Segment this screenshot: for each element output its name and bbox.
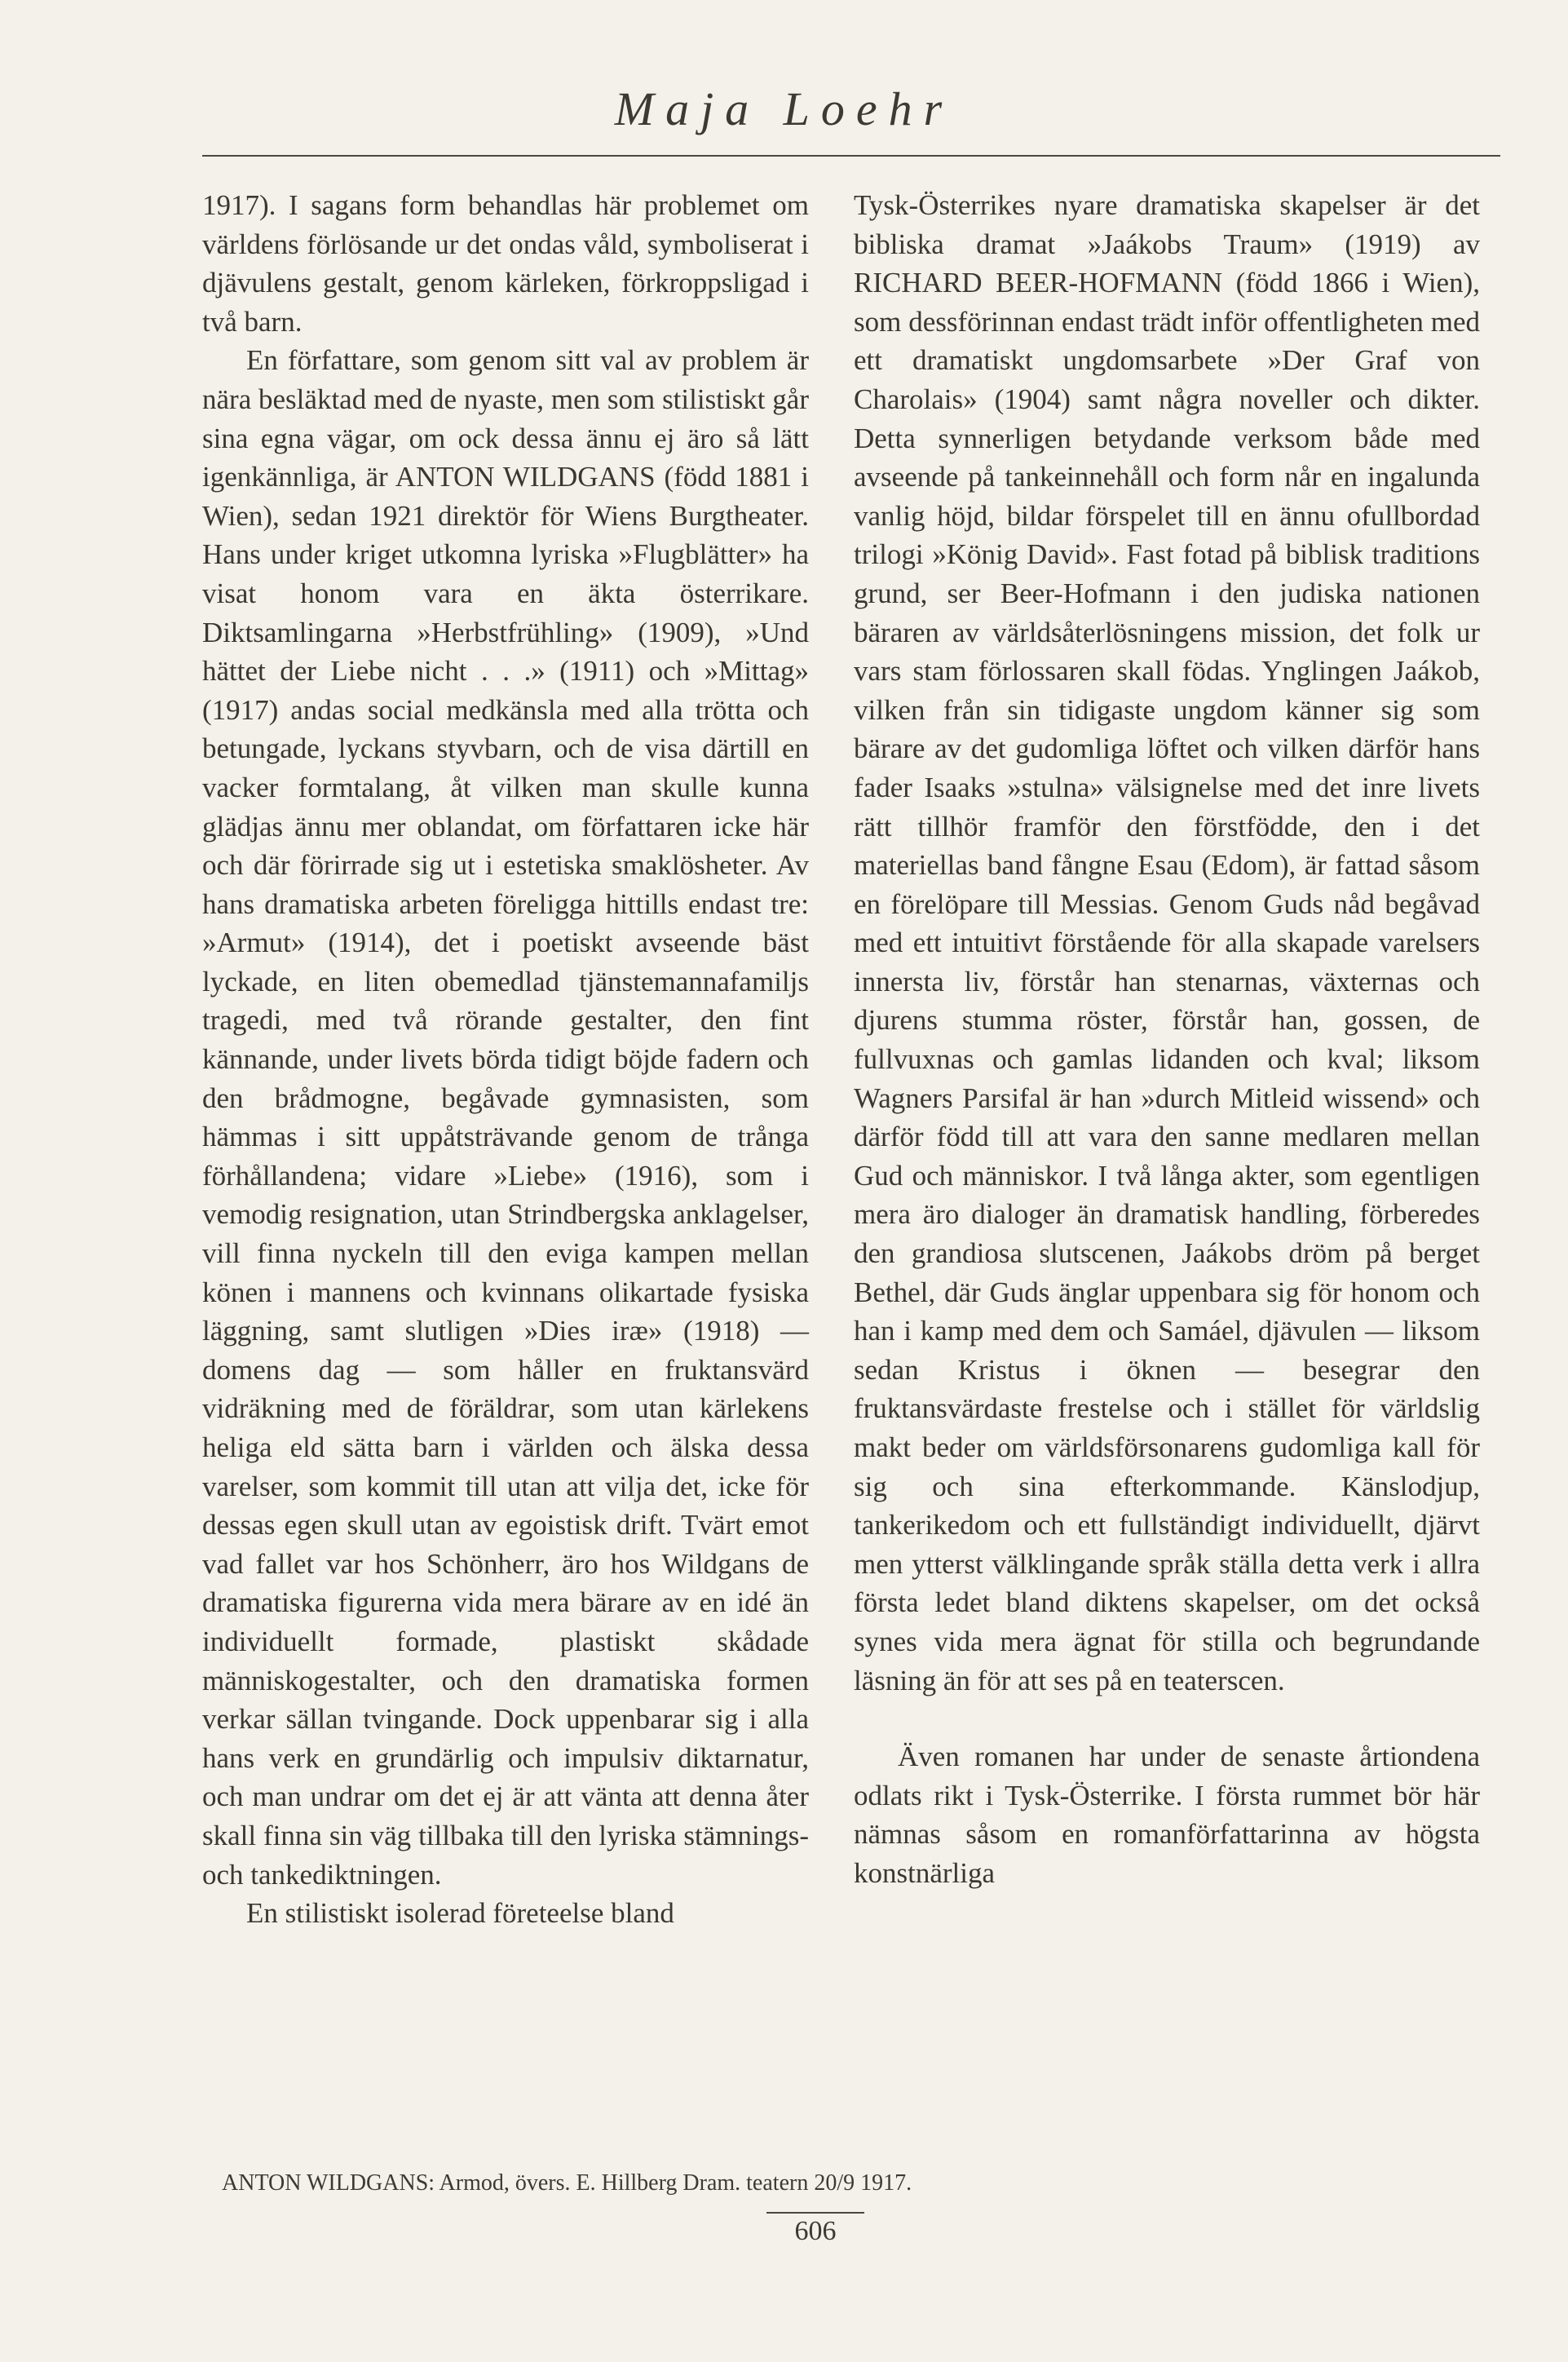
paragraph: 1917). I sagans form behandlas här problemet om världens förlösande ur det ondas våld, symboliserat i djävulens gestalt, genom kärleken, förkroppsligad i två barn. [202, 189, 809, 338]
paragraph: En författare, som genom sitt val av problem är nära besläktad med de nyaste, men som stilistiskt går sina egna vägar, om ock dessa ännu ej äro så lätt igenkännliga, är ANTON WILDGANS (född 1881 i Wien), sedan 1921 direktör för Wiens Burgtheater. Hans under kriget utkomna lyriska »Flugblätter» ha visat honom vara en äkta österrikare. Diktsamlingarna »Herbstfrühling» (1909), »Und hättet der Liebe nicht . . .» (1911) och »Mittag» (1917) andas social medkänsla med alla trötta och betungade, lyckans styvbarn, och de visa därtill en vacker formtalang, åt vilken man skulle kunna glädjas ännu mer oblandat, om författaren icke här och där förirrade sig ut i estetiska smaklösheter. Av hans dramatiska arbeten föreligga hittills endast tre: »Armut» (1914), det i poetiskt avseende bäst lyckade, en liten obemedlad tjänstemannafamiljs tragedi, med två rörande gestalter, den fint kännande, under livets börda tidigt böjde fadern och den brådmogne, begåvade gymnasisten, som hämmas i sitt uppåtsträvande genom de trånga förhållandena; vidare »Liebe» (1916), som i vemodig resignation, utan Strindbergska anklagelser, vill finna nyckeln till den eviga kampen mellan könen i mannens och kvinnans olikartade fysiska läggning, samt slutligen »Dies iræ» (1918) — domens dag — som håller en fruktansvärd vidräkning med de föräldrar, som utan kärlekens heliga eld sätta barn i världen och älska dessa varelser, som kommit till utan att vilja det, icke för dessas egen skull utan av egoistisk drift. Tvärt emot vad fallet var hos Schönherr, äro hos Wildgans de dramatiska figurerna vida mera bärare av en idé än individuellt formade, plastiskt skådade människogestalter, och den dramatiska formen verkar sällan tvingande. Dock uppenbarar sig i alla hans verk en grundärlig och impulsiv diktarnatur, och man undrar om det ej är att vänta att denna åter skall finna sin väg tillbaka till den lyriska stämnings- och tankediktningen. [202, 344, 809, 1891]
paragraph: En stilistiskt isolerad företeelse bland [246, 1897, 674, 1930]
footnote: ANTON WILDGANS: Armod, övers. E. Hillberg Dram. teatern 20/9 1917. [222, 2170, 912, 2196]
header-rule [202, 155, 1500, 157]
left-column [202, 186, 809, 1933]
running-head: Maja Loehr [614, 82, 954, 135]
paragraph: Tysk-Österrikes nyare dramatiska skapelser är det bibliska dramat »Jaákobs Traum» (1919) av RICHARD BEER-HOFMANN (född 1866 i Wien), som dessförinnan endast trädt inför offentligheten med ett dramatiskt ungdomsarbete »Der Graf von Charolais» (1904) samt några noveller och dikter. Detta synnerligen betydande verksom både med avseende på tankeinnehåll och form når en ingalunda vanlig höjd, bildar förspelet till en ännu ofullbordad trilogi »König David». Fast fotad på biblisk traditions grund, ser Beer-Hofmann i den judiska nationen bäraren av världsåterlösningens mission, det folk ur vars stam förlossaren skall födas. Ynglingen Jaákob, vilken från sin tidigaste ungdom känner sig som bärare av det gudomliga löftet och vilken därför hans fader Isaaks »stulna» välsignelse med det inre livets rätt tillhör framför den förstfödde, den i det materiellas band fångne Esau (Edom), är fattad såsom en förelöpare till Messias. Genom Guds nåd begåvad med ett intuitivt förstående för alla skapade varelsers innersta liv, förstår han stenarnas, växternas och djurens stumma röster, förstår han, gossen, de fullvuxnas och gamlas lidanden och kval; liksom Wagners Parsifal är han »durch Mitleid wissend» och därför född till att vara den sanne medlaren mellan Gud och människor. I två långa akter, som egentligen mera äro dialoger än dramatisk handling, förberedes den grandiosa slutscenen, Jaákobs dröm på berget Bethel, där Guds änglar uppenbara sig för honom och han i kamp med dem och Samáel, djävulen — liksom sedan Kristus i öknen — besegrar den fruktansvärdaste frestelse och i stället för världslig makt beder om världsförsonarens gudomliga kall för sig och sina efterkommande. Känslodjup, tankerikedom och ett fullständigt individuellt, djärvt men ytterst välklingande språk ställa detta verk i allra första ledet bland diktens skapelser, om det också synes vida mera ägnat för stilla och begrundande läsning än för att ses på en teaterscen. [854, 189, 1480, 1696]
right-column [854, 186, 1480, 1893]
paragraph: Även romanen har under de senaste årtiondena odlats rikt i Tysk-Österrike. I första rummet bör här nämnas såsom en romanförfattarinna av högsta konstnärliga [854, 1741, 1480, 1889]
page-number-rule [766, 2212, 864, 2214]
page-number: 606 [794, 2216, 837, 2246]
